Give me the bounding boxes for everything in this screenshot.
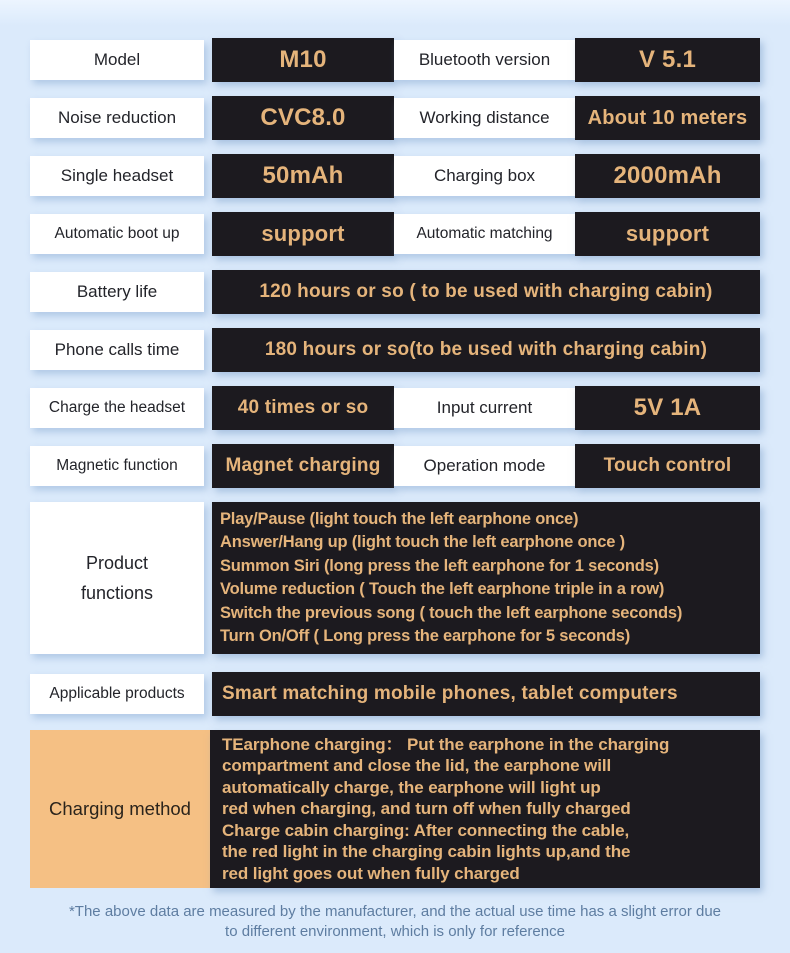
product-function-line: Switch the previous song ( touch the left earphone seconds) (220, 603, 683, 622)
label-battery-life: Battery life (30, 272, 204, 312)
value-product-functions (212, 502, 760, 654)
label-applicable-products: Applicable products (30, 674, 204, 714)
value-working-distance: About 10 meters (575, 96, 760, 140)
label-charging-box: Charging box (394, 156, 575, 196)
value-charge-the-headset: 40 times or so (212, 386, 394, 430)
charging-method-line: red when charging, and turn off when fully charged (222, 799, 631, 819)
product-function-line: Answer/Hang up (light touch the left earphone once ) (220, 533, 625, 551)
value-battery-life: 120 hours or so ( to be used with charging cabin) (212, 270, 760, 314)
label-operation-mode: Operation mode (394, 446, 575, 486)
spec-row-magnetic-operation (30, 444, 760, 488)
label-input-current: Input current (394, 388, 575, 428)
charging-method-line: compartment and close the lid, the earphone will (222, 756, 612, 776)
value-single-headset: 50mAh (212, 154, 394, 198)
product-function-line: Turn On/Off ( Long press the earphone for 5 seconds) (220, 627, 631, 645)
product-function-line: Summon Siri (long press the left earphone for 1 seconds) (220, 556, 659, 575)
spec-row-phone-calls-time (30, 328, 760, 372)
spec-row-applicable-products (30, 672, 760, 716)
value-automatic-matching: support (575, 212, 760, 256)
value-magnetic-function: Magnet charging (212, 444, 394, 488)
label-model: Model (30, 40, 204, 80)
charging-method-line: TEarphone charging： Put the earphone in the charging (222, 734, 670, 754)
footnote-line: *The above data are measured by the manufacturer, and the actual use time has a slight error due (68, 903, 722, 920)
value-phone-calls-time: 180 hours or so(to be used with charging cabin) (212, 328, 760, 372)
label-magnetic-function: Magnetic function (30, 446, 204, 486)
label-automatic-boot-up: Automatic boot up (30, 214, 204, 254)
spec-table (30, 38, 760, 888)
spec-row-model (30, 38, 760, 82)
value-noise-reduction: CVC8.0 (212, 96, 394, 140)
value-automatic-boot-up: support (212, 212, 394, 256)
value-model: M10 (212, 38, 394, 82)
value-input-current: 5V 1A (575, 386, 760, 430)
footnote (25, 902, 765, 942)
label-working-distance: Working distance (394, 98, 575, 138)
charging-method-line: Charge cabin charging: After connecting the cable, (222, 820, 630, 840)
value-charging-box: 2000mAh (575, 154, 760, 198)
label-charging-method: Charging method (30, 730, 210, 888)
spec-row-product-functions (30, 502, 760, 654)
value-charging-method (210, 730, 760, 888)
spec-row-charge-input (30, 386, 760, 430)
spec-row-battery-capacity (30, 154, 760, 198)
label-phone-calls-time: Phone calls time (30, 330, 204, 370)
label-charge-the-headset: Charge the headset (30, 388, 204, 428)
label-single-headset: Single headset (30, 156, 204, 196)
label-noise-reduction: Noise reduction (30, 98, 204, 138)
value-applicable-products: Smart matching mobile phones, tablet computers (212, 672, 760, 716)
spec-row-noise-reduction (30, 96, 760, 140)
value-bluetooth-version: V 5.1 (575, 38, 760, 82)
spec-row-charging-method (30, 730, 760, 888)
label-bluetooth-version: Bluetooth version (394, 40, 575, 80)
label-product-functions: Product functions (30, 502, 204, 654)
footnote-line: to different environment, which is only for reference (225, 923, 565, 940)
spec-row-battery-life (30, 270, 760, 314)
product-function-line: Volume reduction ( Touch the left earphone triple in a row) (220, 580, 665, 598)
product-function-line: Play/Pause (light touch the left earphone once) (220, 509, 579, 528)
spec-row-automatic (30, 212, 760, 256)
label-automatic-matching: Automatic matching (394, 214, 575, 254)
charging-method-line: automatically charge, the earphone will light up (222, 777, 601, 797)
charging-method-line: the red light in the charging cabin lights up,and the (222, 842, 631, 862)
value-operation-mode: Touch control (575, 444, 760, 488)
charging-method-line: red light goes out when fully charged (222, 863, 520, 883)
